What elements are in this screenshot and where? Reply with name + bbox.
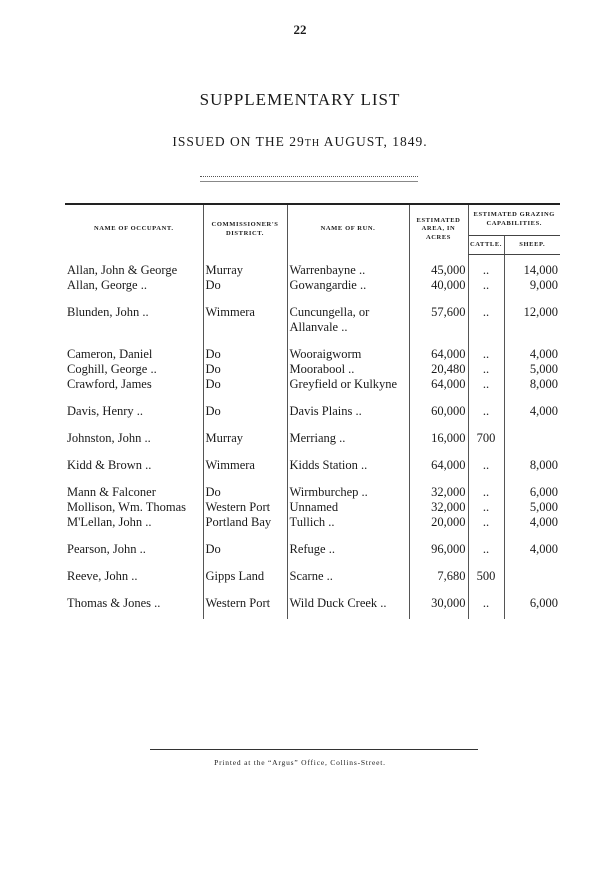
cell-cattle: 700	[468, 419, 504, 446]
cell-area: 20,000	[409, 515, 468, 530]
cell-run: Merriang ..	[287, 419, 409, 446]
printer-footer: Printed at the “Argus” Office, Collins-Street.	[214, 758, 386, 767]
table-row	[65, 446, 560, 473]
cell-cattle: ..	[468, 335, 504, 362]
cell-sheep: 4,000	[504, 392, 560, 419]
ornamental-rule	[200, 176, 418, 182]
cell-cattle: ..	[468, 500, 504, 515]
cell-district: Gipps Land	[203, 557, 287, 584]
cell-area: 32,000	[409, 500, 468, 515]
cell-occupant: Coghill, George ..	[67, 362, 157, 376]
cell-area: 7,680	[409, 557, 468, 584]
cell-run: Wirmburchep ..	[287, 473, 409, 500]
table-row	[65, 515, 560, 530]
cell-run: Wild Duck Creek ..	[287, 584, 409, 611]
cell-cattle: ..	[468, 377, 504, 392]
cell-district: Do	[203, 530, 287, 557]
cell-district: Wimmera	[203, 446, 287, 473]
cell-cattle: 500	[468, 557, 504, 584]
cell-occupant: Crawford, James	[67, 377, 152, 391]
header-grazing: ESTIMATED GRAZING CAPABILITIES.	[468, 205, 560, 236]
cell-sheep: 8,000	[504, 377, 560, 392]
cell-district: Do	[203, 377, 287, 392]
cell-sheep: 8,000	[504, 446, 560, 473]
cell-area: 57,600	[409, 293, 468, 335]
cell-run: Tullich ..	[287, 515, 409, 530]
cell-occupant: Mann & Falconer	[67, 485, 156, 499]
cell-run: Wooraigworm	[287, 335, 409, 362]
cell-area: 40,000	[409, 278, 468, 293]
cell-sheep: 6,000	[504, 584, 560, 611]
cell-cattle: ..	[468, 446, 504, 473]
occupant-table	[65, 205, 560, 619]
table-row	[65, 278, 560, 293]
cell-cattle: ..	[468, 530, 504, 557]
header-district: COMMISSIONER'S DISTRICT.	[203, 205, 287, 255]
cell-district: Western Port	[203, 500, 287, 515]
cell-occupant: Cameron, Daniel	[67, 347, 153, 361]
cell-occupant: Blunden, John ..	[67, 305, 149, 319]
cell-cattle: ..	[468, 584, 504, 611]
header-sheep: SHEEP.	[504, 236, 560, 255]
cell-sheep: 12,000	[504, 293, 560, 335]
header-occupant: NAME OF OCCUPANT.	[93, 225, 174, 233]
cell-sheep: 4,000	[504, 530, 560, 557]
cell-cattle: ..	[468, 392, 504, 419]
cell-district: Do	[203, 473, 287, 500]
table-row	[65, 362, 560, 377]
cell-sheep	[504, 557, 560, 584]
table-row	[65, 419, 560, 446]
cell-district: Wimmera	[203, 293, 287, 335]
cell-sheep: 4,000	[504, 515, 560, 530]
cell-run: Warrenbayne ..	[287, 263, 409, 278]
cell-district: Do	[203, 392, 287, 419]
cell-area: 32,000	[409, 473, 468, 500]
cell-cattle: ..	[468, 278, 504, 293]
cell-area: 45,000	[409, 263, 468, 278]
cell-run: Scarne ..	[287, 557, 409, 584]
cell-cattle: ..	[468, 362, 504, 377]
cell-occupant: Allan, John & George	[67, 263, 178, 277]
table-row	[65, 263, 560, 278]
table-row	[65, 377, 560, 392]
occupant-table-wrapper	[65, 203, 560, 619]
cell-occupant: Johnston, John ..	[67, 431, 151, 445]
cell-sheep: 6,000	[504, 473, 560, 500]
cell-district: Murray	[203, 263, 287, 278]
cell-district: Do	[203, 278, 287, 293]
cell-run: Unnamed	[287, 500, 409, 515]
cell-district: Do	[203, 335, 287, 362]
cell-area: 64,000	[409, 446, 468, 473]
table-row	[65, 473, 560, 500]
table-body	[65, 255, 560, 620]
cell-run: Greyfield or Kulkyne	[287, 377, 409, 392]
table-row	[65, 557, 560, 584]
cell-run: Kidds Station ..	[287, 446, 409, 473]
header-run: NAME OF RUN.	[287, 205, 409, 255]
cell-area: 64,000	[409, 335, 468, 362]
cell-sheep: 14,000	[504, 263, 560, 278]
cell-occupant: Allan, George ..	[67, 278, 147, 292]
cell-area: 16,000	[409, 419, 468, 446]
cell-sheep: 5,000	[504, 362, 560, 377]
cell-run: Cuncungella, or Allanvale ..	[287, 293, 409, 335]
subtitle-ordinal: TH	[304, 138, 321, 149]
table-row	[65, 500, 560, 515]
header-cattle: CATTLE.	[468, 236, 504, 255]
cell-district: Western Port	[203, 584, 287, 611]
cell-district: Do	[203, 362, 287, 377]
cell-sheep	[504, 419, 560, 446]
cell-area: 96,000	[409, 530, 468, 557]
cell-run: Davis Plains ..	[287, 392, 409, 419]
page-title: SUPPLEMENTARY LIST	[199, 90, 401, 109]
table-row	[65, 392, 560, 419]
cell-occupant: Pearson, John ..	[67, 542, 146, 556]
cell-occupant: Kidd & Brown ..	[67, 458, 152, 472]
cell-area: 20,480	[409, 362, 468, 377]
cell-cattle: ..	[468, 473, 504, 500]
cell-occupant: Davis, Henry ..	[67, 404, 144, 418]
cell-sheep: 9,000	[504, 278, 560, 293]
table-row	[65, 530, 560, 557]
cell-occupant: Thomas & Jones ..	[67, 596, 161, 610]
cell-run: Refuge ..	[287, 530, 409, 557]
cell-district: Portland Bay	[203, 515, 287, 530]
table-row	[65, 584, 560, 611]
header-area: ESTIMATED AREA, IN ACRES	[409, 205, 468, 255]
cell-cattle: ..	[468, 263, 504, 278]
cell-run: Gowangardie ..	[287, 278, 409, 293]
cell-area: 60,000	[409, 392, 468, 419]
cell-sheep: 5,000	[504, 500, 560, 515]
cell-occupant: Mollison, Wm. Thomas	[67, 500, 186, 514]
subtitle-suffix: AUGUST, 1849.	[320, 134, 428, 149]
cell-cattle: ..	[468, 515, 504, 530]
cell-area: 64,000	[409, 377, 468, 392]
cell-cattle: ..	[468, 293, 504, 335]
footer-rule	[150, 749, 478, 750]
cell-run: Moorabool ..	[287, 362, 409, 377]
page-subtitle	[0, 134, 600, 150]
subtitle-prefix: ISSUED ON THE 29	[172, 134, 305, 149]
cell-sheep: 4,000	[504, 335, 560, 362]
table-row	[65, 335, 560, 362]
page-number: 22	[293, 22, 307, 37]
table-row	[65, 293, 560, 335]
cell-district: Murray	[203, 419, 287, 446]
cell-occupant: Reeve, John ..	[67, 569, 138, 583]
cell-area: 30,000	[409, 584, 468, 611]
cell-occupant: M'Lellan, John ..	[67, 515, 152, 529]
